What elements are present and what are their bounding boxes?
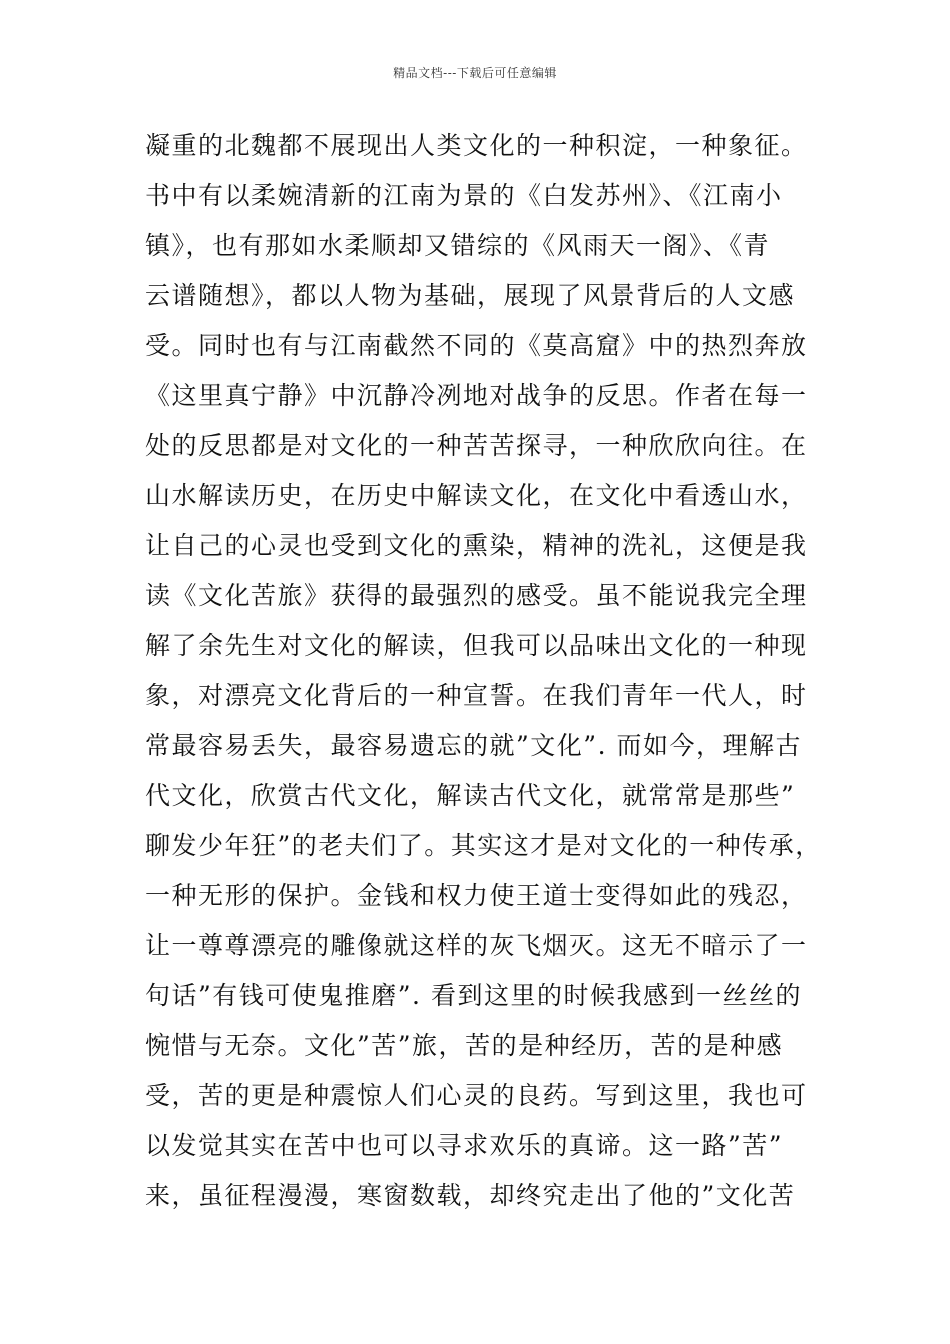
text-line: 书中有以柔婉清新的江南为景的《白发苏州》、《江南小 [145, 181, 783, 210]
text-line: 云谱随想》，都以人物为基础，展现了风景背后的人文感 [145, 281, 796, 310]
text-line: 让一尊尊漂亮的雕像就这样的灰飞烟灭。这无不暗示了一 [145, 931, 808, 960]
text-line: 受，苦的更是种震惊人们心灵的良药。写到这里，我也可 [145, 1081, 808, 1110]
text-line: 聊发少年狂”的老夫们了。其实这才是对文化的一种传承， [145, 831, 822, 860]
text-line: 《这里真宁静》中沉静冷冽地对战争的反思。作者在每一 [145, 381, 808, 410]
text-line: 受。同时也有与江南截然不同的《莫高窟》中的热烈奔放 [145, 331, 808, 360]
text-line: 常最容易丢失，最容易遗忘的就”文化”. 而如今，理解古 [145, 731, 802, 760]
text-line: 句话”有钱可使鬼推磨”. 看到这里的时候我感到一丝丝的 [145, 981, 802, 1010]
text-line: 解了余先生对文化的解读，但我可以品味出文化的一种现 [145, 631, 808, 660]
text-line: 象，对漂亮文化背后的一种宣誓。在我们青年一代人，时 [145, 681, 808, 710]
text-line: 惋惜与无奈。文化”苦”旅，苦的是种经历，苦的是种感 [145, 1031, 784, 1060]
text-line: 凝重的北魏都不展现出人类文化的一种积淀，一种象征。 [145, 131, 808, 160]
text-line: 山水解读历史，在历史中解读文化，在文化中看透山水， [145, 481, 808, 510]
text-line: 来，虽征程漫漫，寒窗数载，却终究走出了他的”文化苦 [145, 1181, 796, 1210]
text-line: 读《文化苦旅》获得的最强烈的感受。虽不能说我完全理 [145, 581, 808, 610]
text-line: 代文化，欣赏古代文化，解读古代文化，就常常是那些” [145, 781, 796, 810]
body-text [145, 128, 825, 1228]
text-line: 以发觉其实在苦中也可以寻求欢乐的真谛。这一路”苦” [145, 1131, 784, 1160]
text-line: 让自己的心灵也受到文化的熏染，精神的洗礼，这便是我 [145, 531, 808, 560]
text-line: 处的反思都是对文化的一种苦苦探寻，一种欣欣向往。在 [145, 431, 808, 460]
text-line: 一种无形的保护。金钱和权力使王道士变得如此的残忍， [145, 881, 808, 910]
text-line: 镇》，也有那如水柔顺却又错综的《风雨天一阁》、《青 [145, 231, 771, 260]
page-header: 精品文档---下载后可任意编辑 [393, 66, 557, 80]
